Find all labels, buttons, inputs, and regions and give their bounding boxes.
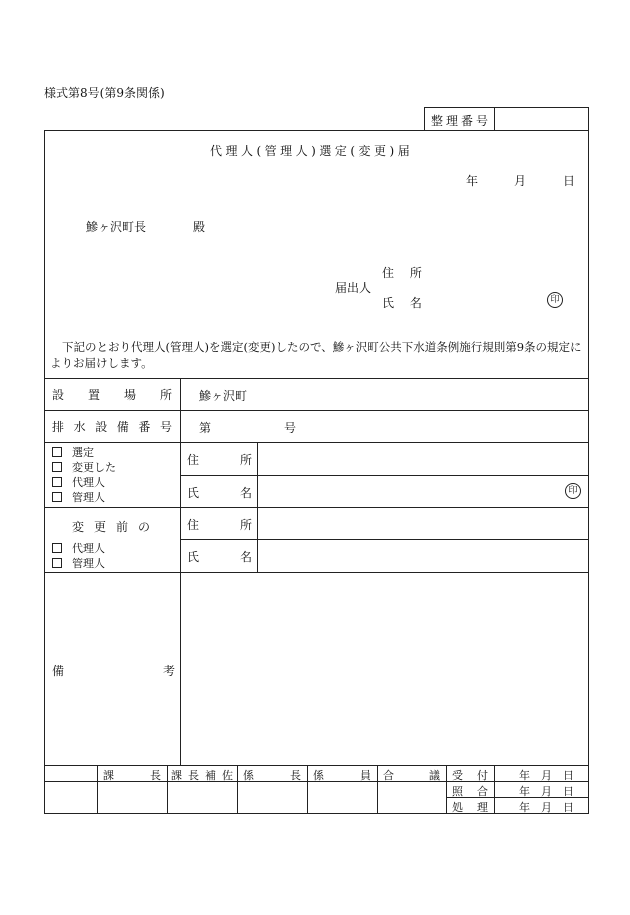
approval-header-consultation: 合 議 [383, 769, 440, 782]
approval-header-deputy-chief: 課 長 補 佐 [171, 769, 233, 782]
date-day-label: 日 [563, 174, 576, 188]
selection-seal-icon: 印 [565, 483, 581, 499]
before-option-manager[interactable]: 管理人 [52, 556, 105, 571]
option-manager[interactable]: 管理人 [52, 490, 105, 505]
status-date-processed: 年 月 日 [519, 801, 574, 814]
remarks-field[interactable] [186, 578, 582, 760]
approval-header-section-chief: 課 長 [103, 769, 161, 782]
approval-header-staff: 係 員 [313, 769, 371, 782]
before-address-label: 住 所 [187, 518, 252, 532]
status-label-checked: 照 合 [452, 785, 488, 798]
option-selected[interactable]: 選定 [52, 445, 94, 460]
approval-header-subsection-chief: 係 長 [243, 769, 301, 782]
serial-number-value[interactable] [498, 110, 584, 128]
checkbox-icon[interactable] [52, 558, 62, 568]
drain-number-suffix: 号 [284, 421, 297, 435]
option-changed[interactable]: 変更した [52, 460, 116, 475]
before-change-label: 変更前の [72, 520, 161, 534]
selection-address-label: 住 所 [187, 453, 252, 467]
drain-number-value[interactable] [215, 416, 280, 434]
remarks-label: 備 考 [52, 664, 175, 678]
checkbox-icon[interactable] [52, 477, 62, 487]
location-label: 設 置 場 所 [52, 388, 172, 402]
form-id: 様式第8号(第9条関係) [44, 86, 165, 100]
checkbox-icon[interactable] [52, 462, 62, 472]
checkbox-icon[interactable] [52, 447, 62, 457]
applicant-name-label: 氏 名 [382, 296, 428, 310]
addressee-honorific: 殿 [193, 220, 206, 234]
applicant-seal-icon: 印 [547, 292, 563, 308]
status-date-checked: 年 月 日 [519, 785, 574, 798]
selection-address-field[interactable] [262, 446, 582, 470]
drain-number-label: 排 水 設 備 番 号 [52, 420, 172, 434]
serial-number-label: 整理番号 [431, 114, 492, 128]
location-value[interactable]: 鰺ヶ沢町 [199, 389, 248, 403]
before-option-agent[interactable]: 代理人 [52, 541, 105, 556]
checkbox-icon[interactable] [52, 543, 62, 553]
date-month-label: 月 [514, 174, 527, 188]
date-year-label: 年 [466, 174, 479, 188]
drain-number-prefix: 第 [199, 421, 212, 435]
status-label-received: 受 付 [452, 769, 488, 782]
checkbox-icon[interactable] [52, 492, 62, 502]
status-label-processed: 処 理 [452, 801, 488, 814]
before-address-field[interactable] [262, 511, 582, 535]
applicant-label: 届出人 [335, 281, 372, 295]
before-name-field[interactable] [262, 543, 582, 567]
applicant-address-label: 住 所 [382, 266, 428, 280]
status-date-received: 年 月 日 [519, 769, 574, 782]
form-title: 代理人(管理人)選定(変更)届 [210, 144, 414, 158]
addressee-name: 鰺ヶ沢町長 [86, 220, 147, 234]
before-name-label: 氏 名 [187, 550, 252, 564]
statement-text: 下記のとおり代理人(管理人)を選定(変更)したので、鰺ヶ沢町公共下水道条例施行規則第9条の規定によりお届けします。 [50, 340, 582, 370]
option-agent[interactable]: 代理人 [52, 475, 105, 490]
selection-name-label: 氏 名 [187, 486, 252, 500]
selection-name-field[interactable] [262, 479, 552, 503]
